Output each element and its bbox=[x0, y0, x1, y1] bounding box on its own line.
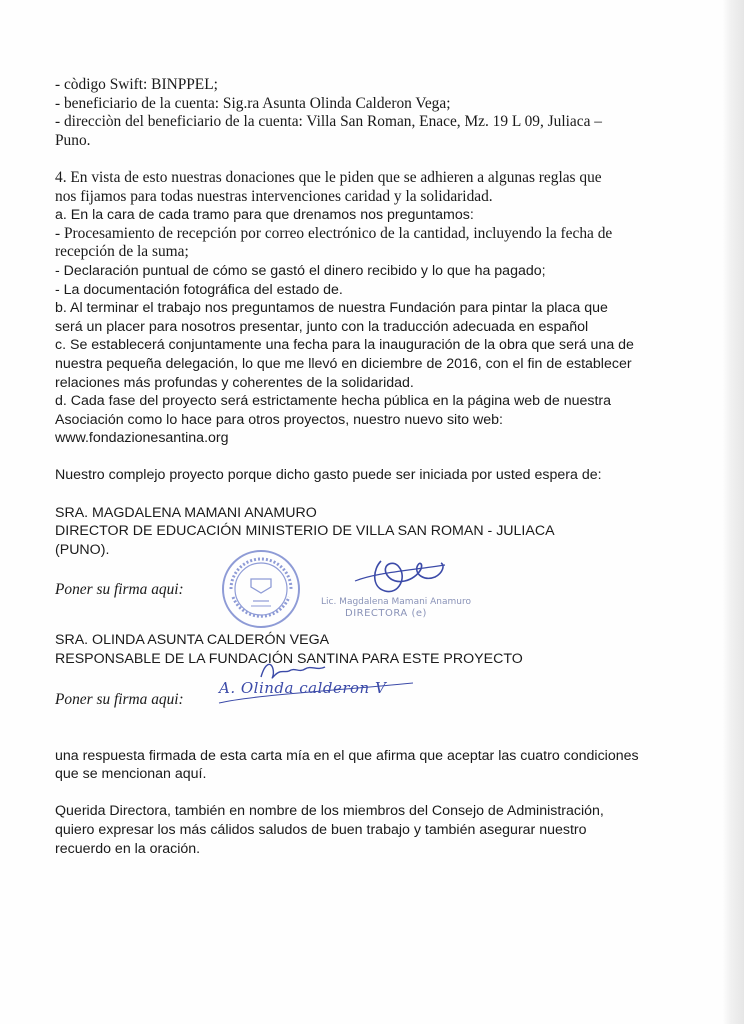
text-line: recepción de la suma; bbox=[55, 243, 189, 261]
sign-here-label: Poner su firma aqui: bbox=[55, 690, 184, 708]
text-line: quiero expresar los más cálidos saludos de buen trabajo y también asegurar nuestro bbox=[55, 822, 587, 838]
text-line: - beneficiario de la cuenta: Sig.ra Asunta Olinda Calderon Vega; bbox=[55, 94, 451, 112]
signature-block-2 bbox=[55, 669, 720, 721]
intro-line: Nuestro complejo proyecto porque dicho gasto puede ser iniciada por usted espera de: bbox=[55, 467, 602, 484]
text-line: b. Al terminar el trabajo nos preguntamos de nuestra Fundación para pintar la placa que bbox=[55, 300, 608, 317]
text-line: nuestra pequeña delegación, lo que me llevó en diciembre de 2016, con el fin de establecer bbox=[55, 355, 632, 372]
text-line: - direcciòn del beneficiario de la cuenta: Villa San Roman, Enace, Mz. 19 L 09, Juliaca – bbox=[55, 113, 602, 131]
page-edge-shadow bbox=[722, 0, 744, 1024]
stamp-role-text: DIRECTORA (e) bbox=[345, 608, 427, 620]
text-line: Puno. bbox=[55, 131, 91, 149]
signature-block-1 bbox=[55, 559, 720, 619]
website-link-text: www.fondazionesantina.org bbox=[55, 430, 229, 447]
signer2-name: SRA. OLINDA ASUNTA CALDERÓN VEGA bbox=[55, 632, 330, 649]
text-line: nos fijamos para todas nuestras intervenciones caridad y la solidaridad. bbox=[55, 187, 493, 205]
letter-body bbox=[55, 76, 720, 858]
text-line: relaciones más profundas y coherentes de la solidaridad. bbox=[55, 374, 414, 391]
sign-here-label: Poner su firma aqui: bbox=[55, 581, 184, 599]
official-stamp bbox=[221, 549, 301, 629]
text-line: c. Se establecerá conjuntamente una fecha para la inauguración de la obra que será una de bbox=[55, 337, 634, 354]
text-line: - còdigo Swift: BINPPEL; bbox=[55, 76, 218, 93]
text-line: será un placer para nosotros presentar, junto con la traducción adecuada en español bbox=[55, 318, 589, 335]
text-line: 4. En vista de esto nuestras donaciones que le piden que se adhieren a algunas reglas que bbox=[55, 168, 602, 186]
text-line: d. Cada fase del proyecto será estrictamente hecha pública en la página web de nuestra bbox=[55, 393, 612, 410]
text-line: Asociación como lo hace para otros proyectos, nuestro nuevo sito web: bbox=[55, 411, 503, 428]
stamp-name-text: Lic. Magdalena Mamani Anamuro bbox=[321, 597, 472, 608]
signer1-place: (PUNO). bbox=[55, 541, 110, 558]
handwritten-name: A. Olinda calderon V bbox=[219, 678, 387, 697]
text-line: recuerdo en la oración. bbox=[55, 840, 201, 857]
text-line: Querida Directora, también en nombre de los miembros del Consejo de Administración, bbox=[55, 803, 604, 820]
signer2-title: RESPONSABLE DE LA FUNDACIÓN SANTINA PARA ESTE PROYECTO bbox=[55, 651, 523, 668]
text-line: - La documentación fotográfica del estado de. bbox=[55, 281, 343, 298]
text-line: - Declaración puntual de cómo se gastó el dinero recibido y lo que ha pagado; bbox=[55, 262, 546, 279]
text-line: - Procesamiento de recepción por correo electrónico de la cantidad, incluyendo la fecha de bbox=[55, 224, 613, 242]
text-line: a. En la cara de cada tramo para que drenamos nos preguntamos: bbox=[55, 207, 474, 224]
text-line: una respuesta firmada de esta carta mía en el que afirma que aceptar las cuatro condiciones bbox=[55, 747, 639, 764]
signer1-name: SRA. MAGDALENA MAMANI ANAMURO bbox=[55, 504, 317, 521]
text-line: que se mencionan aquí. bbox=[55, 766, 207, 783]
signer1-title: DIRECTOR DE EDUCACIÓN MINISTERIO DE VILLA SAN ROMAN - JULIACA bbox=[55, 523, 555, 540]
